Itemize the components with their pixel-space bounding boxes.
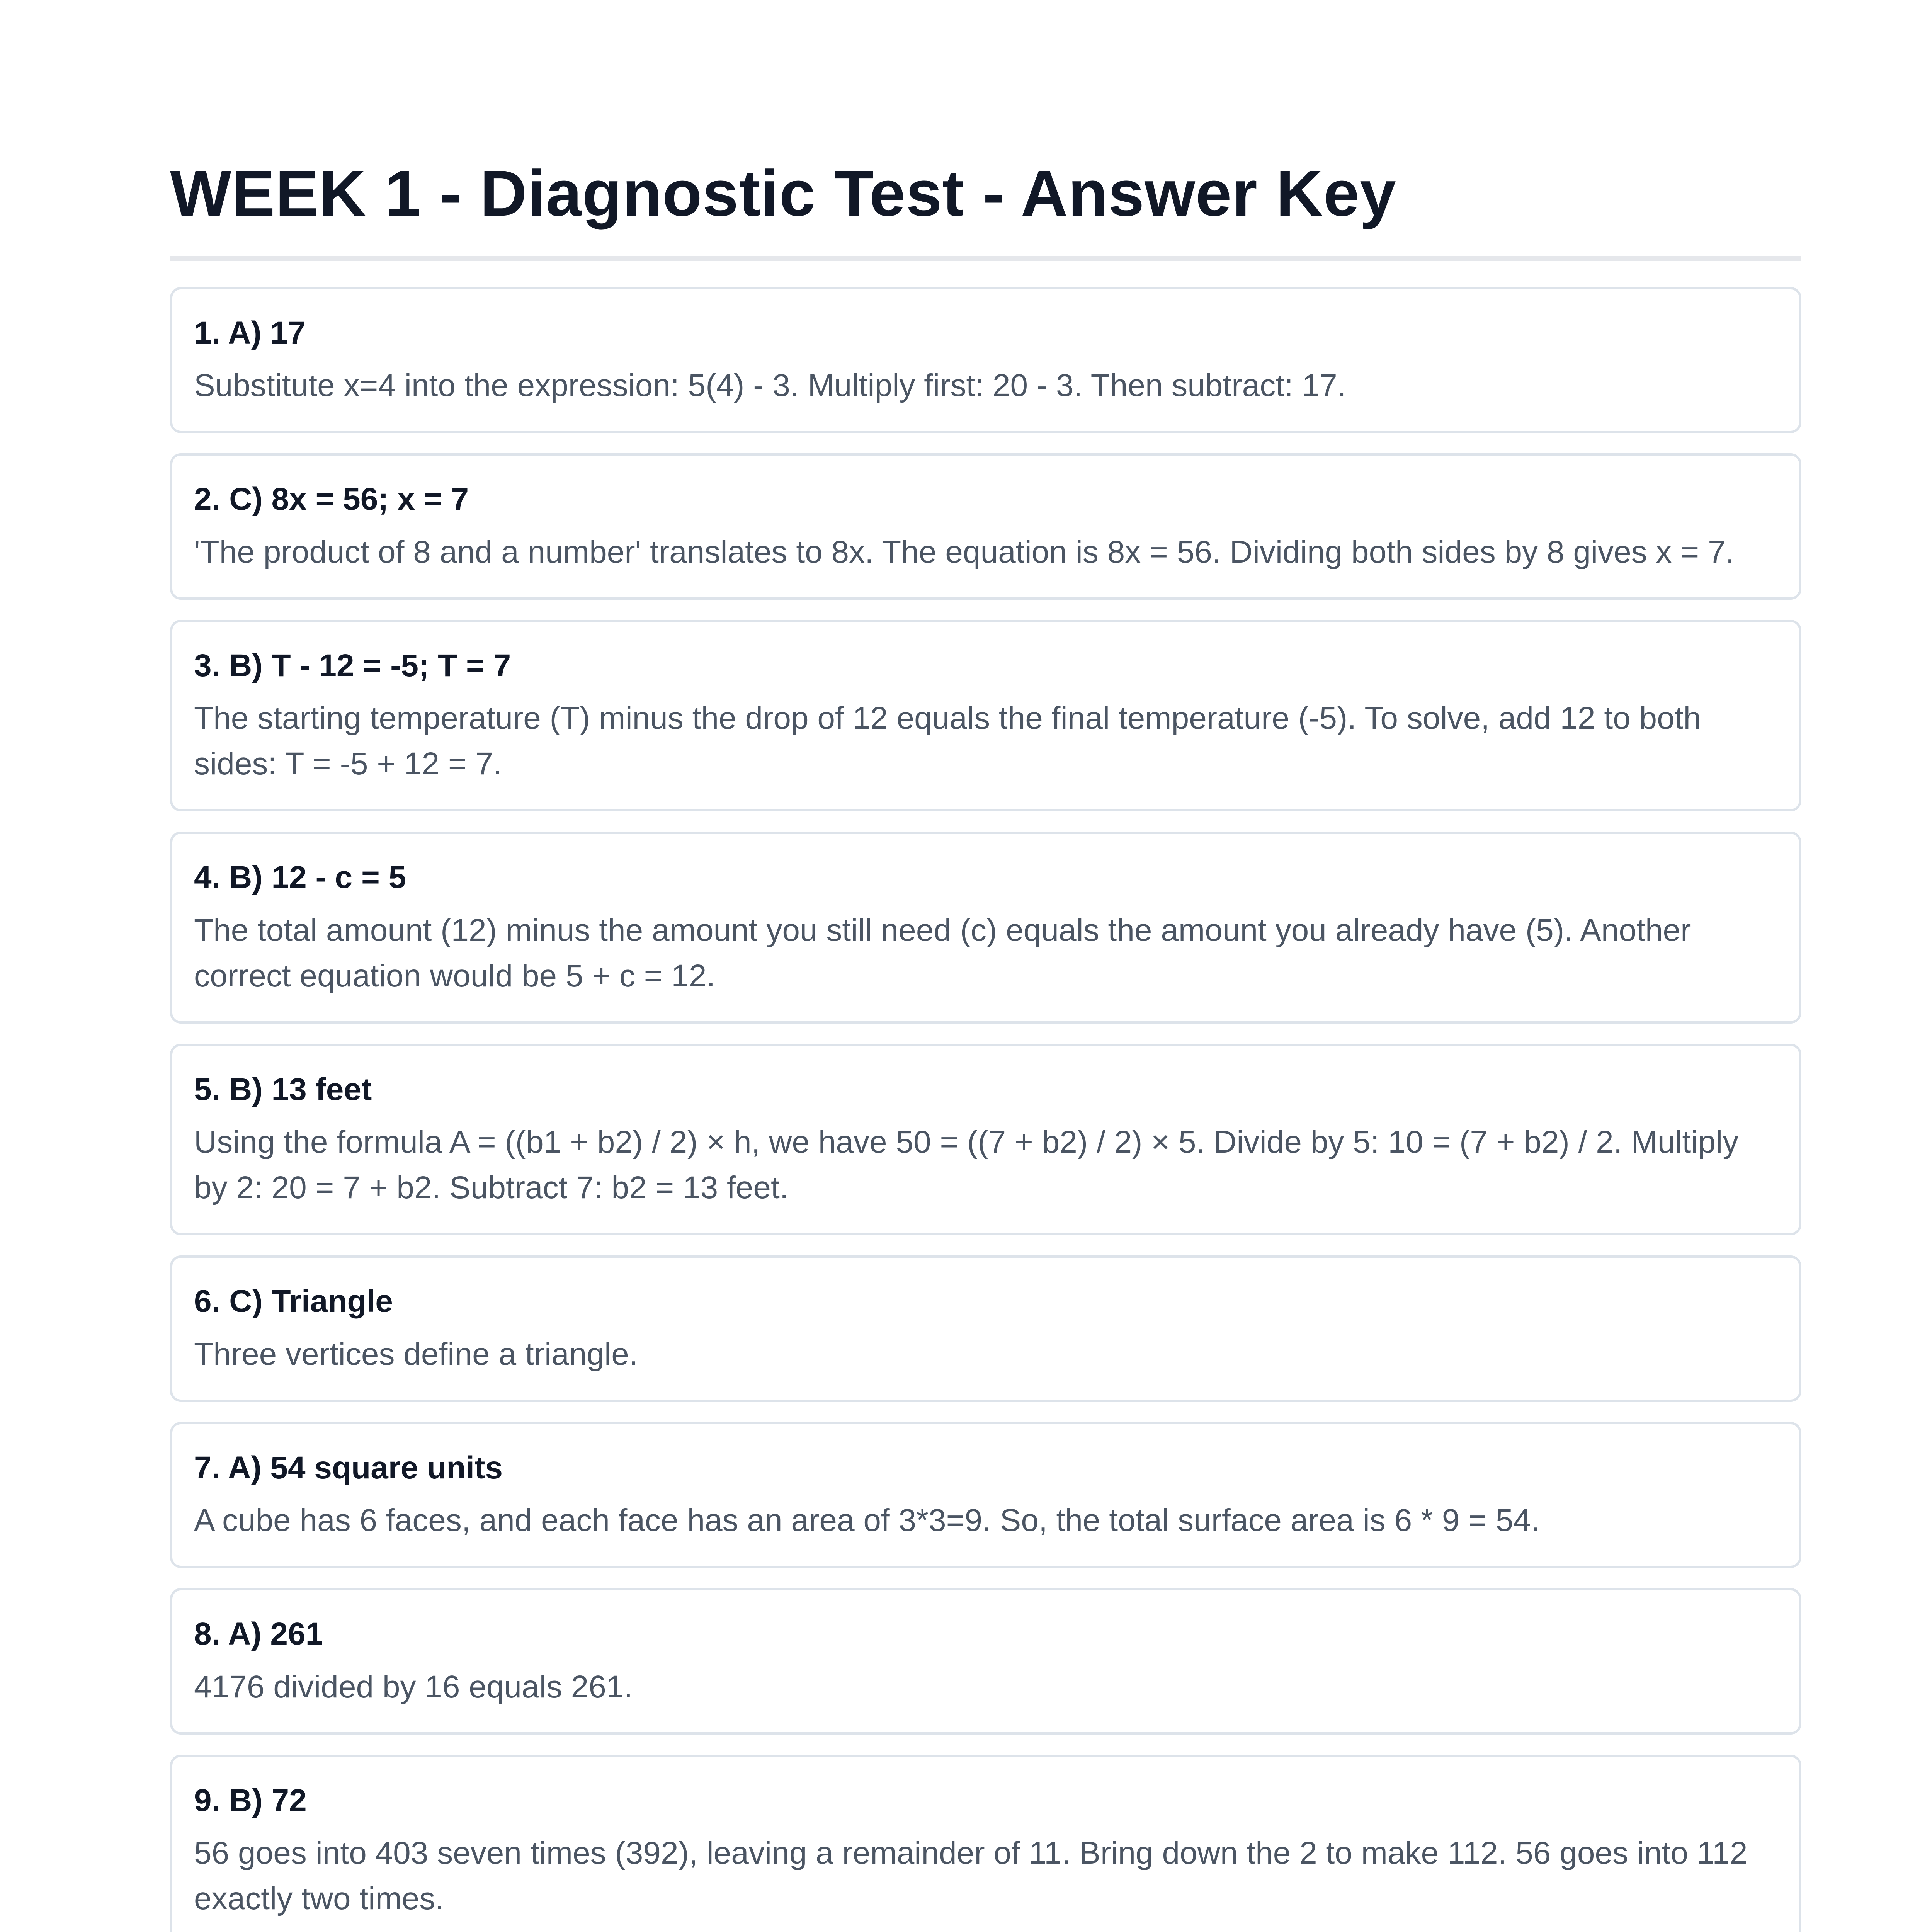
answer-card-1: [170, 287, 1801, 434]
answer-explanation: Using the formula A = ((b1 + b2) / 2) × h, we have 50 = ((7 + b2) / 2) × 5. Divide by 5: 10 = (7 + b2) / 2. Multiply by 2: 20 = 7 + b2. Subtract 7: b2 = 13 feet.: [194, 1124, 1739, 1206]
answer-explanation: 56 goes into 403 seven times (392), leaving a remainder of 11. Bring down the 2 to make 112. 56 goes into 112 exactly two times.: [194, 1835, 1748, 1917]
answer-heading: 8. A) 261: [194, 1616, 323, 1652]
answer-key-page: [170, 155, 1801, 1932]
answer-card-9: [170, 1755, 1801, 1932]
answer-explanation: A cube has 6 faces, and each face has an area of 3*3=9. So, the total surface area is 6 * 9 = 54.: [194, 1503, 1540, 1538]
answer-explanation: Three vertices define a triangle.: [194, 1336, 638, 1372]
answer-card-5: [170, 1044, 1801, 1236]
answer-explanation: The total amount (12) minus the amount you still need (c) equals the amount you already have (5). Another correct equation would be 5 + c = 12.: [194, 912, 1691, 993]
answer-heading: 4. B) 12 - c = 5: [194, 860, 406, 895]
answer-heading: 5. B) 13 feet: [194, 1071, 372, 1107]
answer-heading: 3. B) T - 12 = -5; T = 7: [194, 648, 511, 683]
answer-card-8: [170, 1588, 1801, 1735]
answer-card-6: [170, 1255, 1801, 1402]
answer-heading: 2. C) 8x = 56; x = 7: [194, 481, 469, 517]
answer-card-3: [170, 620, 1801, 812]
page-title: WEEK 1 - Diagnostic Test - Answer Key: [170, 155, 1801, 261]
answer-heading: 9. B) 72: [194, 1782, 307, 1818]
answer-explanation: The starting temperature (T) minus the drop of 12 equals the final temperature (-5). To solve, add 12 to both sides: T = -5 + 12 = 7.: [194, 701, 1701, 782]
answer-card-2: [170, 453, 1801, 600]
answer-heading: 7. A) 54 square units: [194, 1450, 503, 1485]
answer-explanation: 'The product of 8 and a number' translates to 8x. The equation is 8x = 56. Dividing both sides by 8 gives x = 7.: [194, 534, 1735, 570]
answer-heading: 6. C) Triangle: [194, 1284, 393, 1319]
answer-list: [170, 287, 1801, 1932]
answer-card-7: [170, 1422, 1801, 1568]
answer-heading: 1. A) 17: [194, 315, 306, 350]
answer-card-4: [170, 832, 1801, 1024]
answer-explanation: Substitute x=4 into the expression: 5(4) - 3. Multiply first: 20 - 3. Then subtract: 17.: [194, 368, 1346, 403]
answer-explanation: 4176 divided by 16 equals 261.: [194, 1669, 633, 1704]
